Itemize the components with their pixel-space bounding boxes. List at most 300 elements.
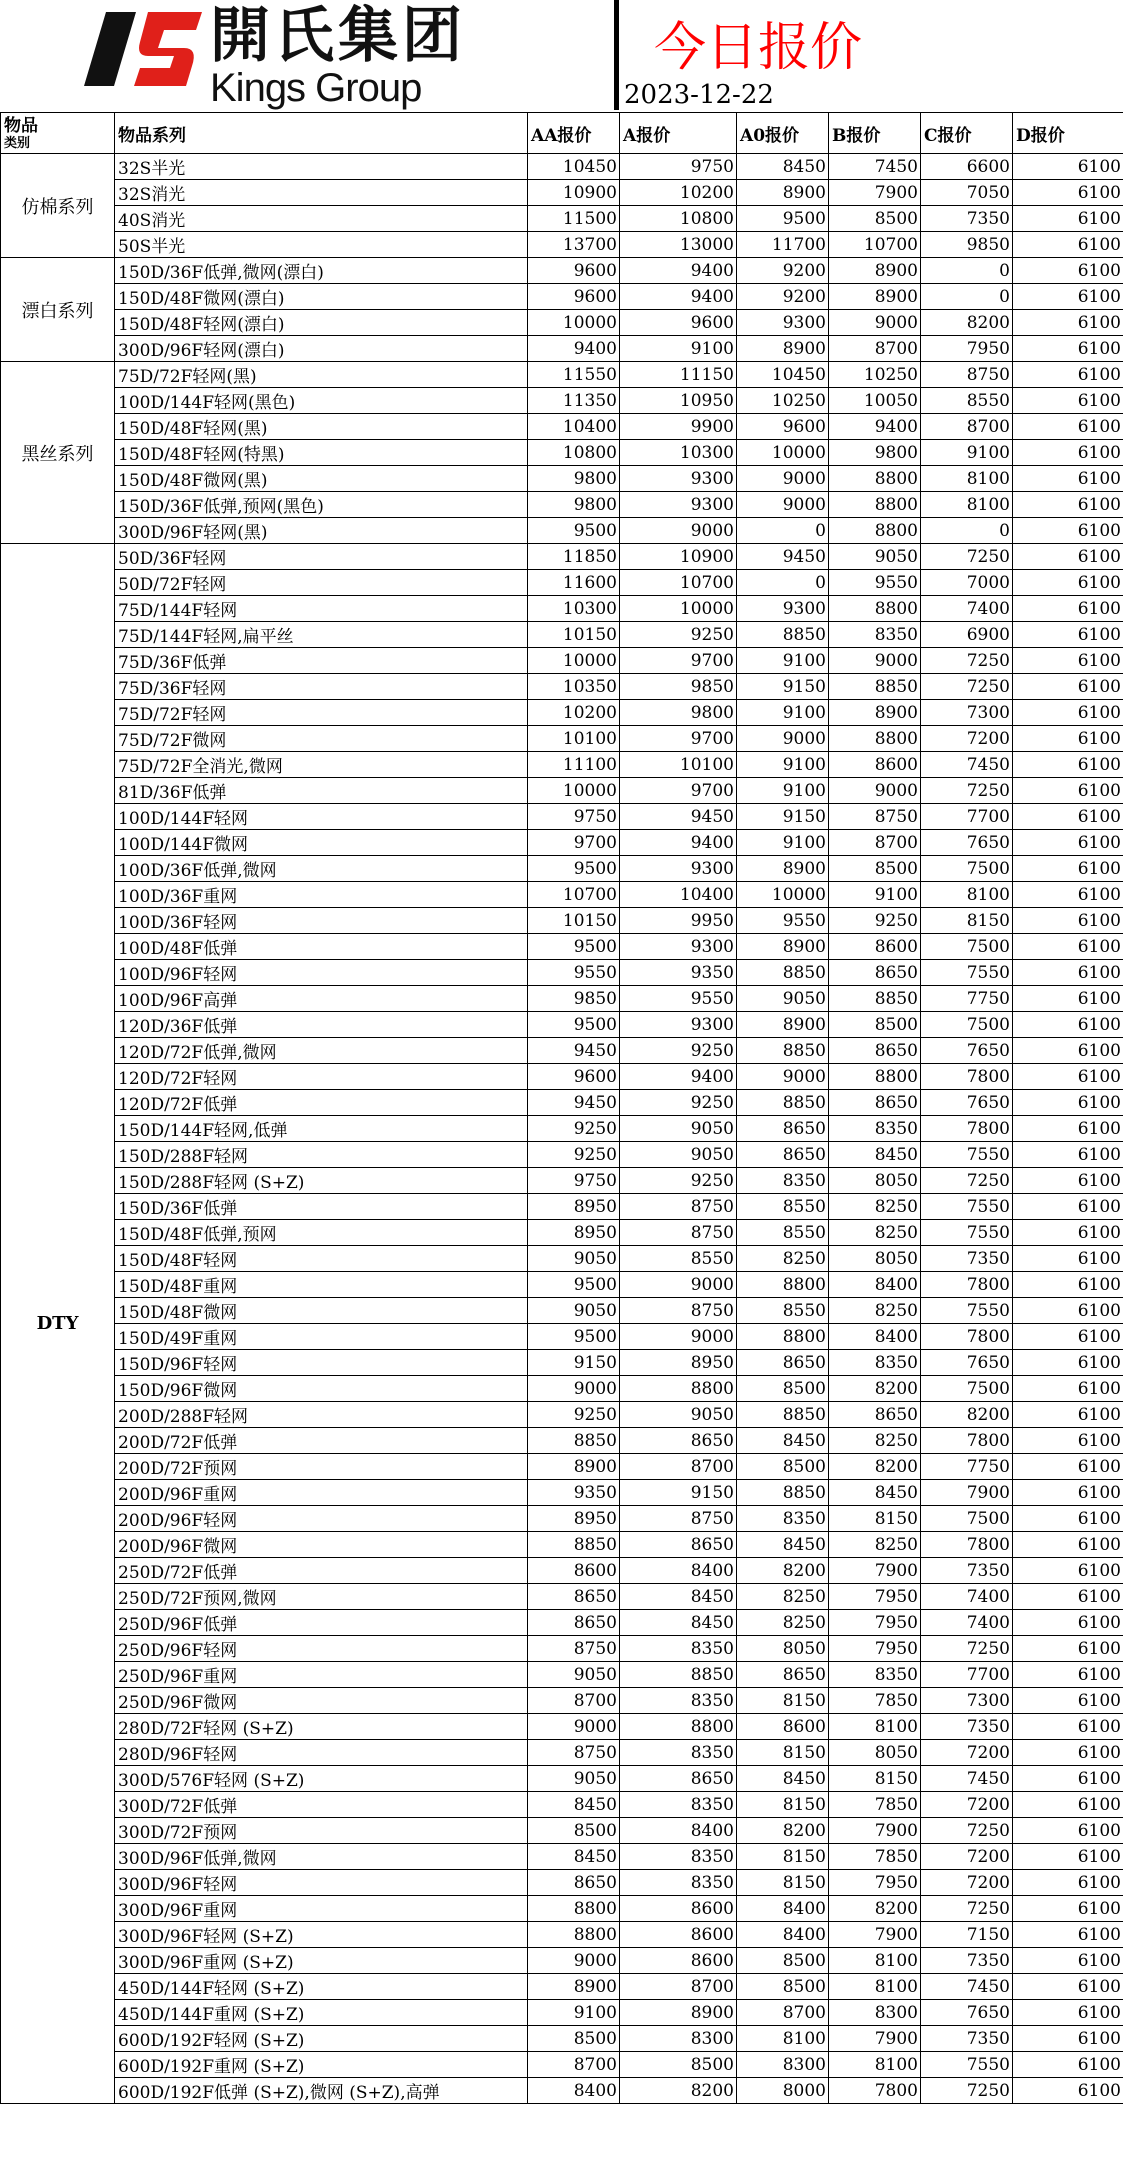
price-c-cell: 7500 — [921, 1012, 1013, 1038]
price-d-cell: 6100 — [1013, 1506, 1123, 1532]
price-d-cell: 6100 — [1013, 1558, 1123, 1584]
table-row — [1, 232, 1123, 258]
price-d-cell: 6100 — [1013, 1402, 1123, 1428]
logo-chinese-text: 開氏集团 — [210, 1, 466, 71]
price-b-cell: 8850 — [829, 674, 921, 700]
price-a0-cell: 8250 — [737, 1610, 829, 1636]
price-aa-cell: 11850 — [528, 544, 620, 570]
price-c-cell: 7750 — [921, 1454, 1013, 1480]
series-cell: 300D/96F轻网(漂白) — [115, 336, 528, 362]
series-cell: 150D/96F轻网 — [115, 1350, 528, 1376]
price-c-cell: 7400 — [921, 1610, 1013, 1636]
price-d-cell: 6100 — [1013, 1246, 1123, 1272]
price-aa-cell: 9050 — [528, 1298, 620, 1324]
price-a-cell: 8350 — [620, 1740, 737, 1766]
price-a0-cell: 8350 — [737, 1168, 829, 1194]
table-row — [1, 206, 1123, 232]
price-d-cell: 6100 — [1013, 648, 1123, 674]
series-cell: 32S消光 — [115, 180, 528, 206]
price-d-cell: 6100 — [1013, 2078, 1123, 2104]
table-row — [1, 180, 1123, 206]
price-c-cell: 0 — [921, 284, 1013, 310]
series-cell: 75D/72F微网 — [115, 726, 528, 752]
price-aa-cell: 9750 — [528, 1168, 620, 1194]
price-aa-cell: 10000 — [528, 778, 620, 804]
price-aa-cell: 8400 — [528, 2078, 620, 2104]
price-c-cell: 7800 — [921, 1532, 1013, 1558]
page-header — [0, 0, 1123, 112]
price-aa-cell: 9250 — [528, 1116, 620, 1142]
price-c-cell: 0 — [921, 518, 1013, 544]
price-a0-cell: 9500 — [737, 206, 829, 232]
price-b-cell: 8100 — [829, 2052, 921, 2078]
price-b-cell: 8150 — [829, 1766, 921, 1792]
price-a-cell: 8650 — [620, 1532, 737, 1558]
price-aa-cell: 8800 — [528, 1896, 620, 1922]
column-header-a: A报价 — [620, 113, 737, 154]
price-b-cell: 8800 — [829, 1064, 921, 1090]
price-b-cell: 7850 — [829, 1688, 921, 1714]
price-a0-cell: 9300 — [737, 596, 829, 622]
price-a-cell: 9100 — [620, 336, 737, 362]
price-aa-cell: 8900 — [528, 1974, 620, 2000]
price-b-cell: 7900 — [829, 1558, 921, 1584]
price-aa-cell: 9000 — [528, 1948, 620, 1974]
price-c-cell: 7500 — [921, 1506, 1013, 1532]
price-d-cell: 6100 — [1013, 726, 1123, 752]
price-a0-cell: 8200 — [737, 1558, 829, 1584]
series-cell: 50S半光 — [115, 232, 528, 258]
price-c-cell: 7050 — [921, 180, 1013, 206]
price-b-cell: 8200 — [829, 1454, 921, 1480]
price-d-cell: 6100 — [1013, 1142, 1123, 1168]
column-header-aa: AA报价 — [528, 113, 620, 154]
table-row — [1, 1376, 1123, 1402]
price-a-cell: 9250 — [620, 1090, 737, 1116]
table-row — [1, 284, 1123, 310]
price-d-cell: 6100 — [1013, 778, 1123, 804]
price-b-cell: 8450 — [829, 1142, 921, 1168]
price-b-cell: 7850 — [829, 1792, 921, 1818]
series-cell: 75D/144F轻网,扁平丝 — [115, 622, 528, 648]
price-a-cell: 8800 — [620, 1714, 737, 1740]
price-aa-cell: 9500 — [528, 934, 620, 960]
price-d-cell: 6100 — [1013, 1454, 1123, 1480]
price-d-cell: 6100 — [1013, 1220, 1123, 1246]
price-aa-cell: 9500 — [528, 1012, 620, 1038]
table-row — [1, 1792, 1123, 1818]
price-c-cell: 7200 — [921, 1740, 1013, 1766]
price-b-cell: 8850 — [829, 986, 921, 1012]
price-aa-cell: 9400 — [528, 336, 620, 362]
category-header-line1: 物品 — [4, 116, 38, 136]
price-b-cell: 7900 — [829, 1818, 921, 1844]
price-a0-cell: 8900 — [737, 856, 829, 882]
price-aa-cell: 10900 — [528, 180, 620, 206]
price-aa-cell: 9150 — [528, 1350, 620, 1376]
price-d-cell: 6100 — [1013, 934, 1123, 960]
price-aa-cell: 11350 — [528, 388, 620, 414]
price-d-cell: 6100 — [1013, 1194, 1123, 1220]
price-d-cell: 6100 — [1013, 310, 1123, 336]
price-aa-cell: 9000 — [528, 1376, 620, 1402]
price-a-cell: 11150 — [620, 362, 737, 388]
price-b-cell: 8050 — [829, 1246, 921, 1272]
price-a0-cell: 8150 — [737, 1844, 829, 1870]
price-b-cell: 8250 — [829, 1532, 921, 1558]
price-d-cell: 6100 — [1013, 1480, 1123, 1506]
price-b-cell: 7950 — [829, 1584, 921, 1610]
series-cell: 75D/36F轻网 — [115, 674, 528, 700]
price-a0-cell: 10450 — [737, 362, 829, 388]
series-cell: 450D/144F轻网 (S+Z) — [115, 1974, 528, 2000]
price-a-cell: 9450 — [620, 804, 737, 830]
price-aa-cell: 11600 — [528, 570, 620, 596]
series-cell: 150D/288F轻网 (S+Z) — [115, 1168, 528, 1194]
price-a0-cell: 8250 — [737, 1584, 829, 1610]
series-cell: 600D/192F低弹 (S+Z),微网 (S+Z),高弹 — [115, 2078, 528, 2104]
table-row — [1, 934, 1123, 960]
price-a-cell: 8350 — [620, 1844, 737, 1870]
header-divider — [614, 0, 619, 110]
price-b-cell: 8100 — [829, 1714, 921, 1740]
price-aa-cell: 10700 — [528, 882, 620, 908]
table-row — [1, 856, 1123, 882]
table-row — [1, 1272, 1123, 1298]
price-aa-cell: 10000 — [528, 648, 620, 674]
table-row — [1, 414, 1123, 440]
price-a0-cell: 8200 — [737, 1818, 829, 1844]
page-title: 今日报价 — [654, 18, 863, 78]
price-aa-cell: 13700 — [528, 232, 620, 258]
price-b-cell: 8650 — [829, 1090, 921, 1116]
price-d-cell: 6100 — [1013, 1272, 1123, 1298]
price-a-cell: 10900 — [620, 544, 737, 570]
price-a-cell: 9000 — [620, 1272, 737, 1298]
price-a0-cell: 8450 — [737, 1766, 829, 1792]
price-aa-cell: 8950 — [528, 1506, 620, 1532]
price-aa-cell: 8500 — [528, 2026, 620, 2052]
price-c-cell: 6900 — [921, 622, 1013, 648]
price-b-cell: 8800 — [829, 726, 921, 752]
price-aa-cell: 9750 — [528, 804, 620, 830]
price-a-cell: 8600 — [620, 1896, 737, 1922]
price-a-cell: 9300 — [620, 934, 737, 960]
price-aa-cell: 8700 — [528, 2052, 620, 2078]
series-cell: 100D/144F轻网 — [115, 804, 528, 830]
price-a0-cell: 8500 — [737, 1948, 829, 1974]
price-a0-cell: 9100 — [737, 778, 829, 804]
price-c-cell: 7700 — [921, 804, 1013, 830]
table-row — [1, 1870, 1123, 1896]
price-a0-cell: 8500 — [737, 1974, 829, 2000]
price-d-cell: 6100 — [1013, 960, 1123, 986]
series-cell: 200D/72F预网 — [115, 1454, 528, 1480]
series-cell: 280D/96F轻网 — [115, 1740, 528, 1766]
price-d-cell: 6100 — [1013, 1870, 1123, 1896]
price-a-cell: 13000 — [620, 232, 737, 258]
price-a0-cell: 8150 — [737, 1688, 829, 1714]
price-aa-cell: 8850 — [528, 1428, 620, 1454]
price-a-cell: 8400 — [620, 1818, 737, 1844]
table-row — [1, 726, 1123, 752]
price-b-cell: 9100 — [829, 882, 921, 908]
series-cell: 75D/72F轻网(黑) — [115, 362, 528, 388]
price-aa-cell: 8850 — [528, 1532, 620, 1558]
price-c-cell: 7800 — [921, 1064, 1013, 1090]
table-row — [1, 1636, 1123, 1662]
price-a-cell: 9250 — [620, 1038, 737, 1064]
series-cell: 150D/48F轻网 — [115, 1246, 528, 1272]
price-aa-cell: 9500 — [528, 1272, 620, 1298]
price-c-cell: 8100 — [921, 466, 1013, 492]
price-d-cell: 6100 — [1013, 1012, 1123, 1038]
table-row — [1, 1168, 1123, 1194]
price-b-cell: 8200 — [829, 1376, 921, 1402]
price-d-cell: 6100 — [1013, 1662, 1123, 1688]
price-a0-cell: 9200 — [737, 258, 829, 284]
series-cell: 75D/144F轻网 — [115, 596, 528, 622]
table-row — [1, 1012, 1123, 1038]
price-a-cell: 8650 — [620, 1766, 737, 1792]
price-d-cell: 6100 — [1013, 1818, 1123, 1844]
price-b-cell: 8800 — [829, 492, 921, 518]
price-c-cell: 7150 — [921, 1922, 1013, 1948]
price-c-cell: 7200 — [921, 1870, 1013, 1896]
price-d-cell: 6100 — [1013, 2052, 1123, 2078]
price-a-cell: 9400 — [620, 830, 737, 856]
price-d-cell: 6100 — [1013, 2000, 1123, 2026]
table-row — [1, 492, 1123, 518]
table-row — [1, 1896, 1123, 1922]
price-a-cell: 9000 — [620, 1324, 737, 1350]
price-d-cell: 6100 — [1013, 388, 1123, 414]
price-a-cell: 9750 — [620, 154, 737, 180]
price-a-cell: 9300 — [620, 492, 737, 518]
table-row — [1, 830, 1123, 856]
price-a-cell: 9700 — [620, 778, 737, 804]
price-b-cell: 8600 — [829, 752, 921, 778]
price-aa-cell: 8650 — [528, 1584, 620, 1610]
price-d-cell: 6100 — [1013, 1376, 1123, 1402]
price-a0-cell: 9050 — [737, 986, 829, 1012]
table-row — [1, 1740, 1123, 1766]
table-row — [1, 1116, 1123, 1142]
price-a-cell: 10200 — [620, 180, 737, 206]
price-aa-cell: 8650 — [528, 1610, 620, 1636]
price-b-cell: 8700 — [829, 830, 921, 856]
price-c-cell: 8200 — [921, 310, 1013, 336]
price-a-cell: 10950 — [620, 388, 737, 414]
price-b-cell: 9050 — [829, 544, 921, 570]
price-c-cell: 7500 — [921, 1376, 1013, 1402]
price-a0-cell: 8850 — [737, 622, 829, 648]
series-cell: 150D/48F轻网(特黑) — [115, 440, 528, 466]
price-a0-cell: 8300 — [737, 2052, 829, 2078]
price-b-cell: 7950 — [829, 1610, 921, 1636]
price-a0-cell: 8500 — [737, 1376, 829, 1402]
price-d-cell: 6100 — [1013, 414, 1123, 440]
price-b-cell: 7850 — [829, 1844, 921, 1870]
price-a-cell: 8550 — [620, 1246, 737, 1272]
price-c-cell: 7350 — [921, 1714, 1013, 1740]
price-b-cell: 9000 — [829, 778, 921, 804]
table-row — [1, 544, 1123, 570]
price-b-cell: 8600 — [829, 934, 921, 960]
series-cell: 300D/96F轻网 — [115, 1870, 528, 1896]
price-b-cell: 8350 — [829, 622, 921, 648]
price-a0-cell: 8650 — [737, 1116, 829, 1142]
price-a0-cell: 9000 — [737, 1064, 829, 1090]
price-a-cell: 9700 — [620, 726, 737, 752]
price-a0-cell: 9000 — [737, 492, 829, 518]
series-cell: 150D/36F低弹,预网(黑色) — [115, 492, 528, 518]
price-aa-cell: 9550 — [528, 960, 620, 986]
price-d-cell: 6100 — [1013, 1116, 1123, 1142]
price-aa-cell: 9500 — [528, 518, 620, 544]
table-row — [1, 1220, 1123, 1246]
price-c-cell: 7350 — [921, 1558, 1013, 1584]
price-aa-cell: 9350 — [528, 1480, 620, 1506]
price-c-cell: 7500 — [921, 856, 1013, 882]
price-d-cell: 6100 — [1013, 1324, 1123, 1350]
price-aa-cell: 9500 — [528, 1324, 620, 1350]
table-row — [1, 1064, 1123, 1090]
price-a-cell: 8900 — [620, 2000, 737, 2026]
series-cell: 150D/48F微网 — [115, 1298, 528, 1324]
series-cell: 200D/96F重网 — [115, 1480, 528, 1506]
price-c-cell: 7650 — [921, 830, 1013, 856]
series-cell: 200D/96F轻网 — [115, 1506, 528, 1532]
price-c-cell: 8700 — [921, 414, 1013, 440]
series-cell: 250D/72F预网,微网 — [115, 1584, 528, 1610]
series-cell: 200D/288F轻网 — [115, 1402, 528, 1428]
price-d-cell: 6100 — [1013, 1844, 1123, 1870]
series-cell: 250D/96F轻网 — [115, 1636, 528, 1662]
series-cell: 300D/72F预网 — [115, 1818, 528, 1844]
price-b-cell: 8500 — [829, 1012, 921, 1038]
price-d-cell: 6100 — [1013, 1974, 1123, 2000]
category-cell: 黑丝系列 — [1, 362, 115, 544]
price-b-cell: 7900 — [829, 1922, 921, 1948]
price-d-cell: 6100 — [1013, 596, 1123, 622]
table-row — [1, 648, 1123, 674]
price-a0-cell: 0 — [737, 518, 829, 544]
price-b-cell: 7800 — [829, 2078, 921, 2104]
price-a0-cell: 9100 — [737, 700, 829, 726]
series-cell: 150D/48F轻网(漂白) — [115, 310, 528, 336]
price-b-cell: 9250 — [829, 908, 921, 934]
price-a0-cell: 9150 — [737, 674, 829, 700]
price-c-cell: 7350 — [921, 2026, 1013, 2052]
price-a-cell: 10700 — [620, 570, 737, 596]
price-a0-cell: 8850 — [737, 1090, 829, 1116]
series-cell: 150D/48F微网(黑) — [115, 466, 528, 492]
series-cell: 75D/36F低弹 — [115, 648, 528, 674]
price-a-cell: 8750 — [620, 1298, 737, 1324]
price-b-cell: 8650 — [829, 960, 921, 986]
table-row — [1, 440, 1123, 466]
series-cell: 100D/144F轻网(黑色) — [115, 388, 528, 414]
column-header-series: 物品系列 — [115, 113, 528, 154]
price-aa-cell: 9600 — [528, 258, 620, 284]
series-cell: 120D/72F低弹 — [115, 1090, 528, 1116]
series-cell: 600D/192F重网 (S+Z) — [115, 2052, 528, 2078]
price-a0-cell: 9300 — [737, 310, 829, 336]
price-c-cell: 7250 — [921, 1168, 1013, 1194]
price-a-cell: 9050 — [620, 1116, 737, 1142]
series-cell: 300D/96F轻网 (S+Z) — [115, 1922, 528, 1948]
series-cell: 120D/72F低弹,微网 — [115, 1038, 528, 1064]
price-c-cell: 7250 — [921, 778, 1013, 804]
table-row — [1, 882, 1123, 908]
price-d-cell: 6100 — [1013, 700, 1123, 726]
price-a0-cell: 8550 — [737, 1220, 829, 1246]
table-row — [1, 2052, 1123, 2078]
price-a0-cell: 8800 — [737, 1324, 829, 1350]
price-aa-cell: 8900 — [528, 1454, 620, 1480]
price-a0-cell: 9450 — [737, 544, 829, 570]
price-b-cell: 9550 — [829, 570, 921, 596]
table-row — [1, 1038, 1123, 1064]
price-aa-cell: 11550 — [528, 362, 620, 388]
price-d-cell: 6100 — [1013, 1896, 1123, 1922]
table-row — [1, 1480, 1123, 1506]
price-a-cell: 10100 — [620, 752, 737, 778]
table-row — [1, 1688, 1123, 1714]
price-d-cell: 6100 — [1013, 2026, 1123, 2052]
series-cell: 50D/36F轻网 — [115, 544, 528, 570]
price-a-cell: 9850 — [620, 674, 737, 700]
price-b-cell: 8900 — [829, 258, 921, 284]
price-d-cell: 6100 — [1013, 1350, 1123, 1376]
table-row — [1, 596, 1123, 622]
price-c-cell: 7000 — [921, 570, 1013, 596]
price-c-cell: 7250 — [921, 1818, 1013, 1844]
price-b-cell: 8250 — [829, 1220, 921, 1246]
series-cell: 300D/96F轻网(黑) — [115, 518, 528, 544]
price-a-cell: 9400 — [620, 284, 737, 310]
column-header-d: D报价 — [1013, 113, 1123, 154]
price-c-cell: 7300 — [921, 1688, 1013, 1714]
price-d-cell: 6100 — [1013, 232, 1123, 258]
price-c-cell: 7200 — [921, 1844, 1013, 1870]
price-aa-cell: 9800 — [528, 466, 620, 492]
price-a0-cell: 9000 — [737, 466, 829, 492]
price-b-cell: 8800 — [829, 466, 921, 492]
price-a0-cell: 8450 — [737, 1428, 829, 1454]
series-cell: 200D/96F微网 — [115, 1532, 528, 1558]
price-c-cell: 8200 — [921, 1402, 1013, 1428]
price-a-cell: 9550 — [620, 986, 737, 1012]
price-c-cell: 7250 — [921, 544, 1013, 570]
price-b-cell: 9400 — [829, 414, 921, 440]
price-a-cell: 8850 — [620, 1662, 737, 1688]
price-c-cell: 7550 — [921, 1194, 1013, 1220]
price-c-cell: 7550 — [921, 1142, 1013, 1168]
price-c-cell: 7800 — [921, 1116, 1013, 1142]
price-a-cell: 8750 — [620, 1194, 737, 1220]
price-a0-cell: 9000 — [737, 726, 829, 752]
series-cell: 150D/49F重网 — [115, 1324, 528, 1350]
price-c-cell: 7950 — [921, 336, 1013, 362]
price-b-cell: 7950 — [829, 1636, 921, 1662]
price-a-cell: 8700 — [620, 1454, 737, 1480]
price-b-cell: 8250 — [829, 1194, 921, 1220]
table-row — [1, 804, 1123, 830]
price-b-cell: 8400 — [829, 1324, 921, 1350]
series-cell: 100D/36F轻网 — [115, 908, 528, 934]
